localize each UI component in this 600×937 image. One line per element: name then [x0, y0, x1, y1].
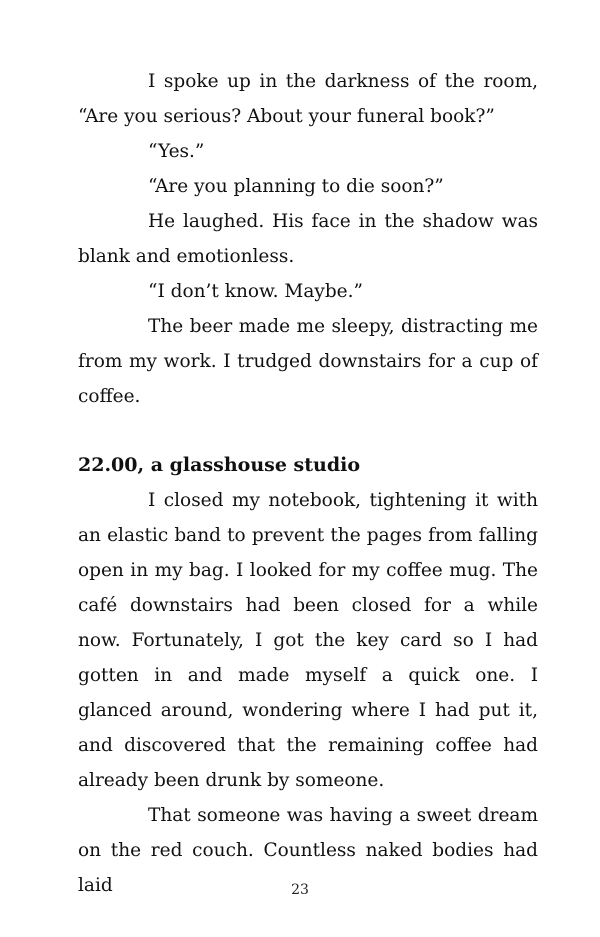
page-body	[78, 64, 538, 903]
paragraph: “Yes.”	[148, 141, 205, 162]
paragraph: I spoke up in the darkness of the room, “Are you serious? About your funeral book?”	[78, 71, 538, 127]
paragraph: He laughed. His face in the shadow was blank and emotionless.	[78, 211, 538, 267]
paragraph: That someone was having a sweet dream on the red couch. Countless naked bodies had laid	[78, 805, 538, 896]
text-block-before	[78, 64, 538, 414]
text-block-after	[78, 483, 538, 903]
paragraph: I closed my notebook, tightening it with an elastic band to prevent the pages from falling open in my bag. I looked for my coffee mug. The café downstairs had been closed for a while now. Fortunately, I got the key card so I had gotten in and made myself a quick one. I glanced around, wondering where I had put it, and discovered that the remaining coffee had already been drunk by someone.	[78, 490, 538, 791]
paragraph: “Are you planning to die soon?”	[148, 176, 444, 197]
paragraph: “I don’t know. Maybe.”	[148, 281, 363, 302]
section-heading: 22.00, a glasshouse studio	[78, 454, 361, 476]
paragraph: The beer made me sleepy, distracting me from my work. I trudged downstairs for a cup of coffee.	[78, 316, 538, 407]
page-number: 23	[291, 882, 309, 898]
